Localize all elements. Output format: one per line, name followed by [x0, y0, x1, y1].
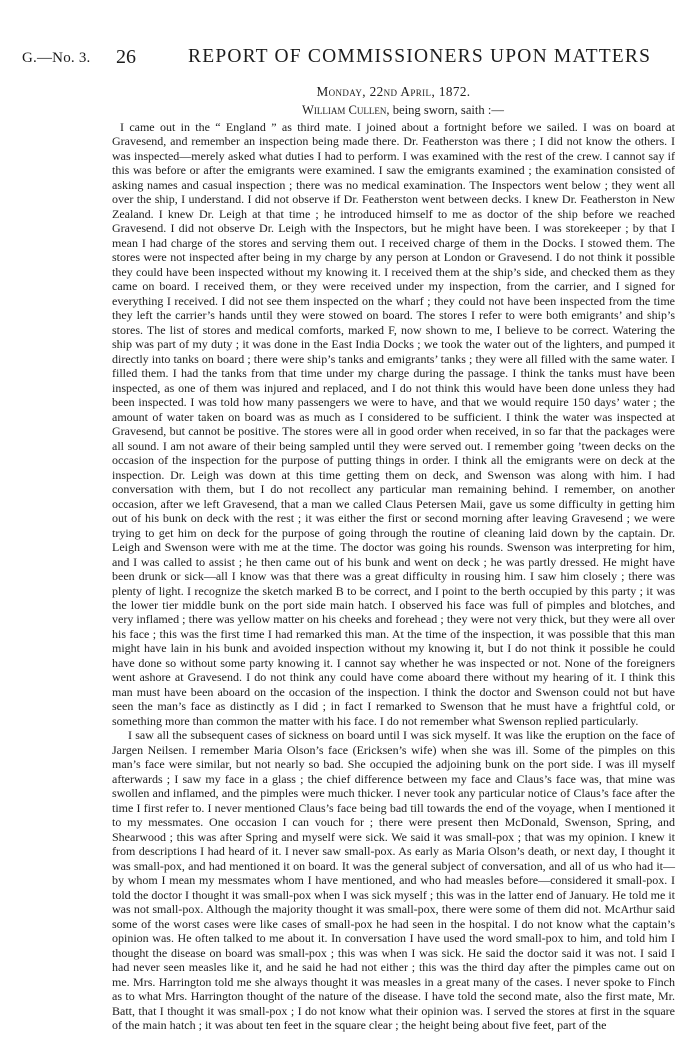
running-title: REPORT OF COMMISSIONERS UPON MATTERS [188, 46, 652, 67]
witness-line [112, 102, 675, 118]
page-number: 26 [116, 46, 136, 68]
testimony-paragraph: I saw all the subsequent cases of sickness on board until I was sick myself. It was like the eruption on the face of Jargen Neilsen. I remember Maria Olson’s face (Ericksen’s wife) when she was ill. Some of the pimples on this man’s face were similar, but not nearly so bad. She occupied the adjoining bunk on the port side. I was ill myself afterwards ; I saw my face in a glass ; the chief difference between my face and Claus’s face was, that mine was swollen and inflamed, and the pimples were much thicker. I never took any particular notice of Claus’s face after the time I first refer to. I never mentioned Claus’s face being bad till towards the end of the voyage, when I mentioned it to my messmates. One occasion I can vouch for ; there were present then McDonald, Swenson, Spring, and Shearwood ; this was after Spring and myself were sick. We said it was small-pox ; that was my opinion. I knew it from descriptions I had heard of it. I never saw small-pox. As early as Maria Olson’s death, or next day, I thought it was small-pox, and had mentioned it on board. It was the general subject of conversation, and all of us who had it—by whom I mean my messmates whom I have mentioned, and who had measles before—considered it small-pox. I told the doctor I thought it was small-pox when I was sick myself ; this was in the latter end of January. He told me it was not small-pox. Although the majority thought it was small-pox, there were some of them did not. McArthur said some of the worst cases were like cases of small-pox he had seen in the hospital. I do not know what the captain’s opinion was. He often talked to me about it. In conversation I have used the word small-pox to him, and told him I thought the disease on board was small-pox ; this was when I was sick. He said the doctor said it was not. I said I had never seen measles like it, and he said he had not either ; this was the third day after the pimples came out on me. Mrs. Harrington told me she always thought it was measles in a great many of the cases. I never spoke to Finch as to what Mrs. Harrington thought of the nature of the disease. I have told the second mate, also the first mate, Mr. Batt, that I thought it was small-pox ; I do not know what their opinion was. I served the stores at first in the square of the main hatch ; it was about ten feet in the square clear ; the height being about five feet, part of the [112, 728, 675, 1033]
document-reference: G.—No. 3. [22, 50, 91, 66]
session-date: Monday, 22nd April, 1872. [316, 84, 471, 99]
page-header [0, 38, 700, 68]
witness-oath: , being sworn, saith :— [386, 103, 504, 117]
page-body [112, 84, 675, 1033]
witness-name: William Cullen [302, 103, 387, 117]
testimony-paragraph: I came out in the “ England ” as third mate. I joined about a fortnight before we sailed. I was on board at Gravesend, and remember an inspection being made there. Dr. Featherston was there ; I did not know the others. I was inspected—merely asked what duties I had to perform. I was examined with the rest of the crew. I cannot say if this was before or after the emigrants were examined. I saw the emigrants examined ; the examination consisted of asking names and casual inspection ; there was no medical examination. The Inspectors went below ; they went all over the ship, I understand. I did not observe if Dr. Featherston went between decks. I knew Dr. Featherston in New Zealand. I knew Dr. Leigh at that time ; he introduced himself to me as doctor of the ship before we reached Gravesend. I did not observe Dr. Leigh with the Inspectors, but he might have been. I was storekeeper ; by that I mean I had charge of the stores and serving them out. I received charge of them in the Docks. I stowed them. The stores were not inspected after being in my charge by any person at London or Gravesend. I do not think it possible they could have been inspected without my knowing it. I received them at the ship’s side, and checked them as they came on board. I received them, or they were received under my inspection, from the carrier, and I signed for everything I received. I did not see them inspected on the wharf ; they could not have been inspected from the time they left the carrier’s hands until they were stowed on board. The stores I refer to were both emigrants’ and ship’s stores. The list of stores and medical comforts, marked F, now shown to me, I believe to be correct. Watering the ship was part of my duty ; it was done in the East India Docks ; we took the water out of the lighters, and pumped it directly into tanks on board ; there were ship’s tanks and emigrants’ tanks ; they were all filled with the same water. I filled them. I had the tanks from that time under my charge during the passage. I think the tanks must have been inspected, as one of them was injured and replaced, and I do not think this would have been done unless they had been inspected. I was told how many passengers we were to have, and that we would require 150 days’ water ; the amount of water taken on board was as much as I considered to be sufficient. I think the water was inspected at Gravesend, but cannot be positive. The stores were all in good order when received, in so far that the packages were all sound. I am not aware of their being sampled until they were served out. I remember going ’tween decks on the occasion of the inspection for the purpose of putting things in order. I think all the emigrants were on deck at the inspection. Dr. Leigh was down at this time getting them on deck, and Swenson was along with him. I had conversation with them, but I do not recollect any particular man remaining behind. I remember, on another occasion, after we left Gravesend, that a man we called Claus Petersen Maii, gave us some difficulty in getting him out of his bunk on deck with the rest ; it was either the first or second morning after leaving Gravesend ; we were trying to get him on deck for the purpose of going through the routine of cleaning laid down by the captain. Dr. Leigh and Swenson were with me at the time. The doctor was going his rounds. Swenson was interpreting for him, and I was called to assist ; he then came out of his bunk and went on deck ; he was partly dressed. He might have been drunk or sick—all I know was that there was a great difficulty in rousing him. I saw him closely ; there was plenty of light. I recognize the sketch marked B to be correct, and I point to the berth occupied by this party ; it was the lower tier middle bunk on the port side main hatch. I observed his face was full of pimples and blotches, and very inflamed ; there was yellow matter on his cheeks and forehead ; they were not very thick, but they were all over his face ; this was the first time I had remarked this man. At the time of the inspection, it was possible that this man might have lain in his bunk and avoided inspection without my knowing it, but I do not think it possible he could have done so without some party knowing it. I cannot say whether he was inspected or not. None of the foreigners went ashore at Gravesend. I do not think any could have come aboard there without my hearing of it. I think this man must have been aboard on the occasion of the inspection. I think the doctor and Swenson could not but have seen the man’s face as distinctly as I did ; in fact I remarked to Swenson that he must have a frightful cold, or something more than common the matter with his face. I do not remember what Swenson replied particularly. [112, 120, 675, 728]
